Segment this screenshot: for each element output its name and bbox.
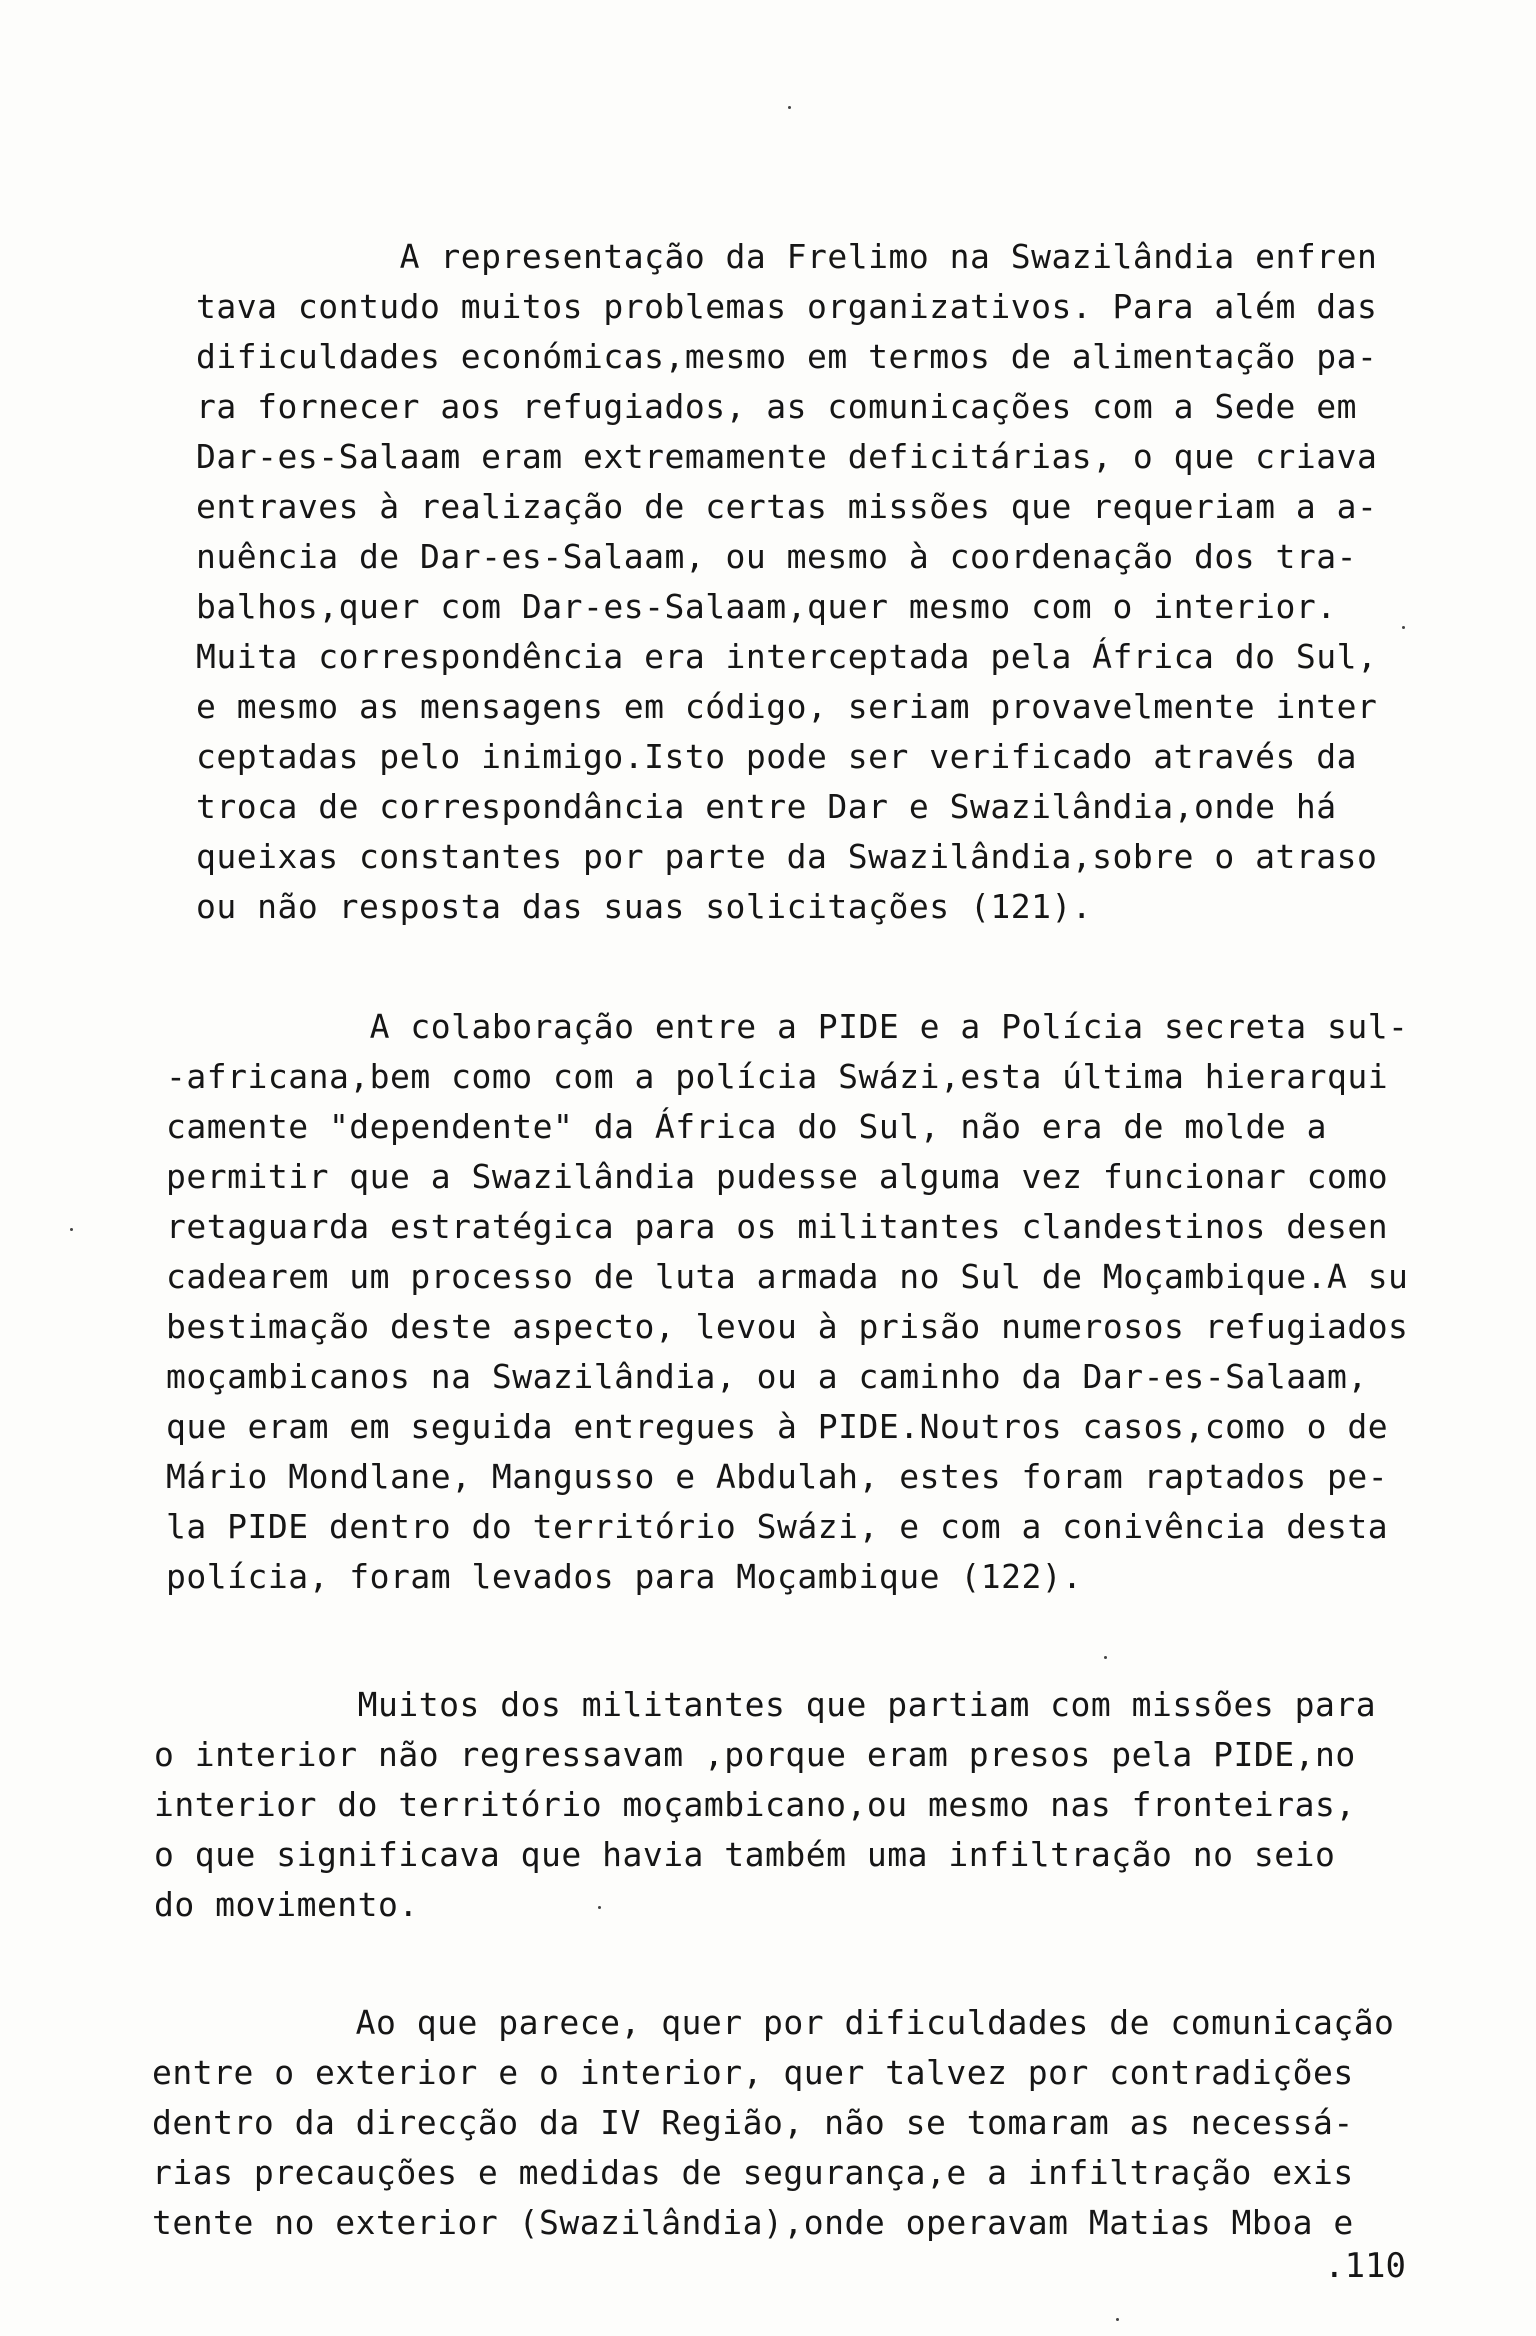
text-line: ra fornecer aos refugiados, as comunicações com a Sede em: [196, 387, 1357, 426]
scan-speck: [70, 1228, 73, 1231]
text-line: troca de correspondância entre Dar e Swazilândia,onde há: [196, 787, 1337, 826]
text-line: camente "dependente" da África do Sul, não era de molde a: [166, 1107, 1327, 1146]
text-line: retaguarda estratégica para os militantes clandestinos desen: [166, 1207, 1389, 1246]
paragraph-communication-difficulties: [152, 1998, 1394, 2248]
text-line: polícia, foram levados para Moçambique (122).: [166, 1557, 1083, 1596]
text-line: cadearem um processo de luta armada no Sul de Moçambique.A su: [166, 1257, 1409, 1296]
text-line: entraves à realização de certas missões que requeriam a a-: [196, 487, 1378, 526]
text-line: que eram em seguida entregues à PIDE.Noutros casos,como o de: [166, 1407, 1389, 1446]
text-line: tava contudo muitos problemas organizativos. Para além das: [196, 287, 1378, 326]
text-line: A representação da Frelimo na Swazilândia enfren: [196, 237, 1378, 276]
scan-speck: [598, 1906, 601, 1909]
text-line: dificuldades económicas,mesmo em termos de alimentação pa-: [196, 337, 1378, 376]
text-line: ou não resposta das suas solicitações (121).: [196, 887, 1093, 926]
text-line: e mesmo as mensagens em código, seriam provavelmente inter: [196, 687, 1378, 726]
text-line: la PIDE dentro do território Swázi, e com a conivência desta: [166, 1507, 1389, 1546]
paragraph-swaziland-representation: [196, 232, 1377, 932]
paragraph-militants-missions: [154, 1680, 1376, 1930]
text-line: tente no exterior (Swazilândia),onde operavam Matias Mboa e: [152, 2203, 1354, 2242]
text-line: Mário Mondlane, Mangusso e Abdulah, estes foram raptados pe-: [166, 1457, 1389, 1496]
text-line: o que significava que havia também uma infiltração no seio: [154, 1835, 1336, 1874]
text-line: balhos,quer com Dar-es-Salaam,quer mesmo com o interior.: [196, 587, 1337, 626]
text-line: ceptadas pelo inimigo.Isto pode ser verificado através da: [196, 737, 1357, 776]
text-line: permitir que a Swazilândia pudesse alguma vez funcionar como: [166, 1157, 1389, 1196]
text-line: entre o exterior e o interior, quer talvez por contradições: [152, 2053, 1354, 2092]
text-line: Dar-es-Salaam eram extremamente deficitárias, o que criava: [196, 437, 1378, 476]
text-line: o interior não regressavam ,porque eram presos pela PIDE,no: [154, 1735, 1356, 1774]
text-line: Muitos dos militantes que partiam com missões para: [154, 1685, 1377, 1724]
text-line: -africana,bem como com a polícia Swázi,esta última hierarqui: [166, 1057, 1389, 1096]
text-line: do movimento.: [154, 1885, 419, 1924]
scan-speck: [1104, 1656, 1107, 1659]
text-line: Muita correspondência era interceptada pela África do Sul,: [196, 637, 1378, 676]
text-line: rias precauções e medidas de segurança,e a infiltração exis: [152, 2153, 1354, 2192]
paragraph-pide-collaboration: [166, 1002, 1408, 1602]
text-line: moçambicanos na Swazilândia, ou a caminho da Dar-es-Salaam,: [166, 1357, 1368, 1396]
text-line: Ao que parece, quer por dificuldades de comunicação: [152, 2003, 1395, 2042]
text-line: A colaboração entre a PIDE e a Polícia secreta sul-: [166, 1007, 1409, 1046]
text-line: interior do território moçambicano,ou mesmo nas fronteiras,: [154, 1785, 1356, 1824]
text-line: bestimação deste aspecto, levou à prisão numerosos refugiados: [166, 1307, 1409, 1346]
text-line: dentro da direcção da IV Região, não se tomaram as necessá-: [152, 2103, 1354, 2142]
scan-speck: [788, 106, 791, 109]
scan-speck: [1116, 2318, 1119, 2321]
page-number: .110: [1324, 2246, 1406, 2286]
scan-speck: [1402, 626, 1405, 629]
text-line: nuência de Dar-es-Salaam, ou mesmo à coordenação dos tra-: [196, 537, 1357, 576]
text-line: queixas constantes por parte da Swazilândia,sobre o atraso: [196, 837, 1378, 876]
